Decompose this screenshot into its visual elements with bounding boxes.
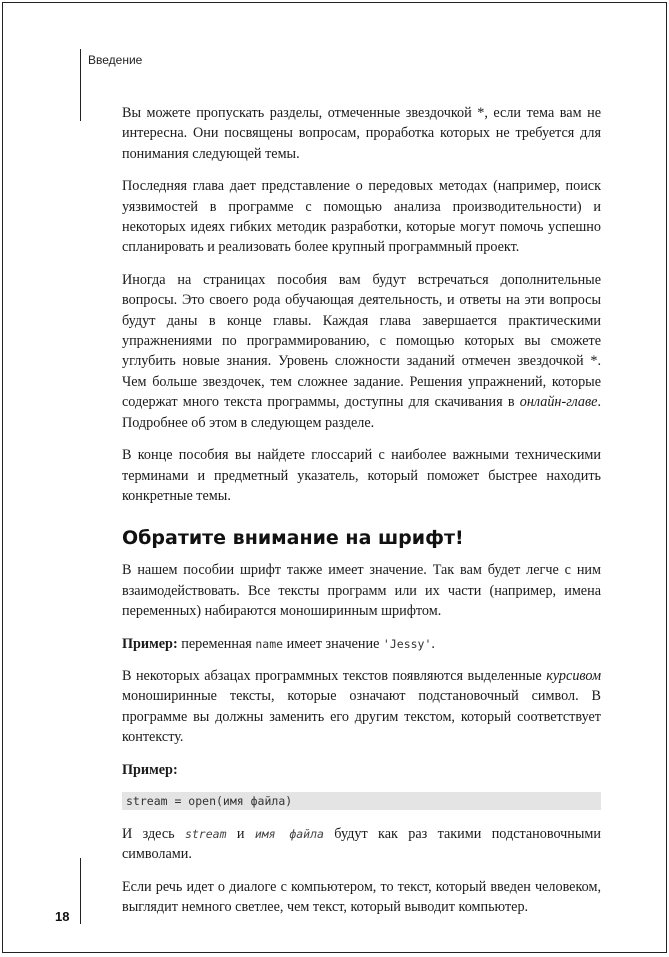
margin-rule-top	[80, 49, 81, 121]
paragraph-italic-mono-b: моноширинные тексты, которые означают подстановочный символ. В программе вы должны заменить его другим текстом, который соответствует контексту.	[122, 688, 601, 746]
paragraph-placeholders-b: будут как раз такими подстановочными символами.	[122, 825, 602, 863]
code-block: stream = open(имя файла)	[122, 792, 601, 810]
paragraph-dialog: Если речь идет о диалоге с компьютером, то текст, который введен человеком, выглядит немного светлее, чем текст, который выводит компьютер.	[122, 878, 601, 916]
page-number: 18	[55, 909, 70, 924]
paragraph-questions-end: . Подробнее об этом в следующем разделе.	[122, 394, 601, 431]
section-heading: Обратите внимание на шрифт!	[122, 527, 464, 550]
paragraph-font-meaning: В нашем пособии шрифт также имеет значение. Так вам будет легче с ним взаимодействовать. Все тексты программ или их части (например, имена переменных) набираются моноширинным шрифтом.	[122, 562, 601, 620]
example-label-2	[122, 760, 601, 780]
page-body	[122, 103, 601, 930]
code-placeholder-stream: stream	[184, 826, 227, 841]
paragraph-last-chapter: Последняя глава дает представление о передовых методах (например, поиск уязвимостей в программе с помощью анализа производительности) и некоторых идеях гибких методик разработки, которые могут помочь успешно спланировать и реализовать более крупный программный проект.	[122, 178, 601, 256]
example-label: Пример:	[122, 761, 178, 778]
book-page	[2, 2, 667, 953]
code-variable-name: name	[255, 636, 284, 651]
example-text-c: .	[431, 635, 435, 652]
paragraph-placeholders-a: И здесь	[122, 825, 185, 842]
italic-emphasis: курсивом	[546, 667, 601, 684]
example-label: Пример:	[122, 635, 178, 652]
code-variable-value: 'Jessy'	[382, 636, 432, 651]
margin-rule-bottom	[80, 858, 81, 924]
example-text-a: переменная	[177, 635, 256, 652]
paragraph-placeholders	[122, 824, 601, 865]
paragraph-italic-mono-a: В некоторых абзацах программных текстов появляются выделенные	[122, 667, 547, 684]
code-placeholder-filename: имя файла	[254, 826, 324, 841]
paragraph-placeholders-mid: и	[226, 825, 255, 842]
paragraph-italic-mono	[122, 666, 601, 748]
online-chapter-emphasis: онлайн-главе	[519, 394, 598, 411]
example-variable	[122, 634, 601, 654]
paragraph-skip-sections: Вы можете пропускать разделы, отмеченные звездочкой *, если тема вам не интересна. Они посвящены вопросам, проработка которых не требуется для понимания следующей темы.	[122, 105, 601, 162]
running-head: Введение	[88, 53, 143, 67]
example-text-b: имеет значение	[283, 635, 383, 652]
paragraph-questions-text: Иногда на страницах пособия вам будут встречаться дополнительные вопросы. Это своего рода обучающая деятельность, и ответы на эти вопросы будут даны в конце главы. Каждая глава завершается практическими упражнениями по программированию, с помощью которых вы сможете углубить новые знания. Уровень сложности заданий отмечен звездочкой *. Чем больше звездочек, тем сложнее задание. Решения упражнений, которые содержат много текста программы, доступны для скачивания в	[122, 271, 601, 411]
paragraph-questions	[122, 270, 601, 433]
paragraph-glossary: В конце пособия вы найдете глоссарий с наиболее важными техническими терминами и предметный указатель, который поможет быстрее находить конкретные темы.	[122, 447, 601, 504]
